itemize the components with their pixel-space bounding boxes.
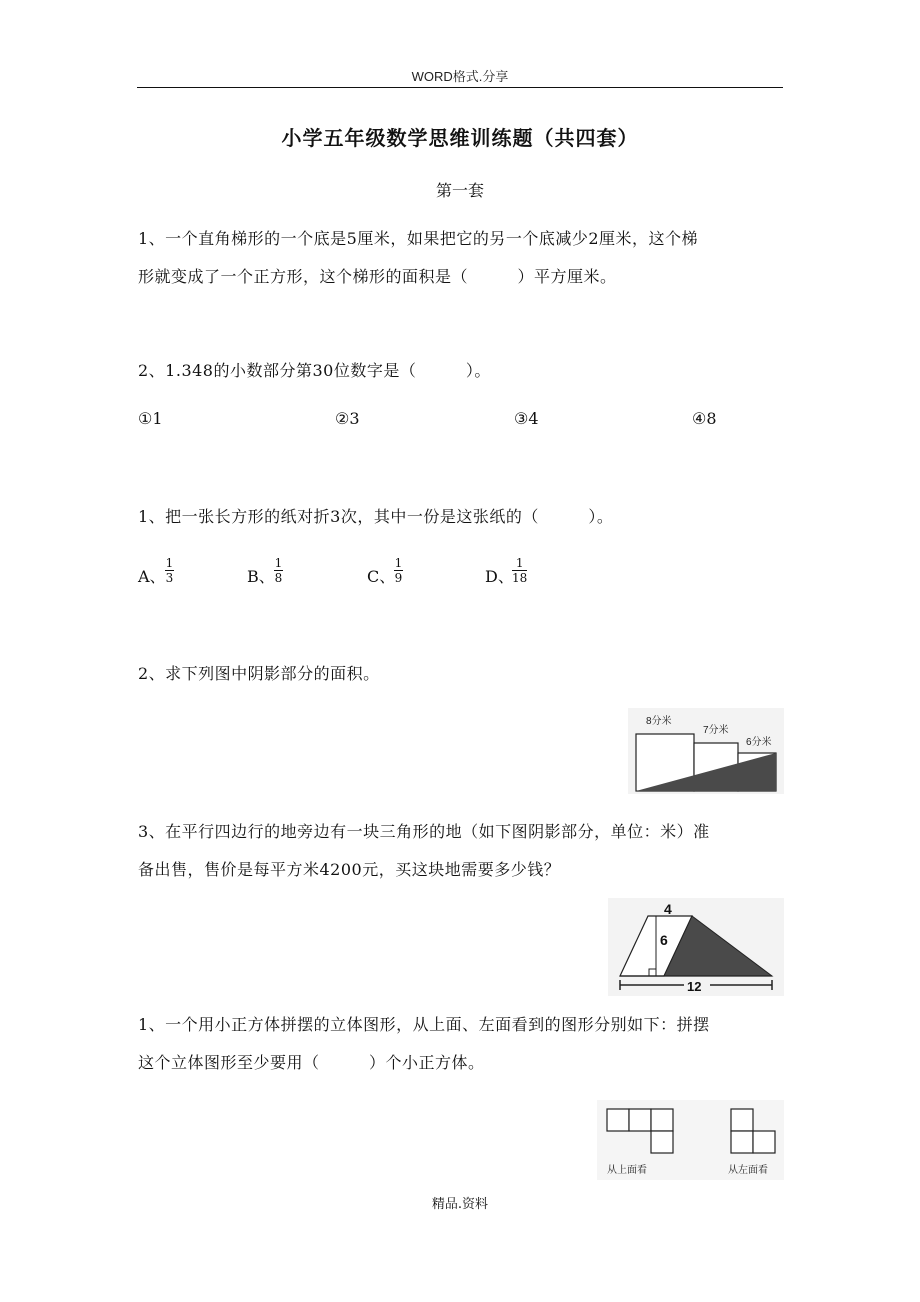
question-line: 1、一个直角梯形的一个底是5厘米，如果把它的另一个底减少2厘米，这个梯 — [138, 229, 699, 248]
question-line: 3、在平行四边行的地旁边有一块三角形的地（如下图阴影部分，单位：米）准 — [138, 822, 710, 841]
label-base-12: 12 — [687, 979, 702, 994]
question-line: 形就变成了一个正方形，这个梯形的面积是（ ）平方厘米。 — [138, 267, 617, 286]
cube-views-figure — [597, 1100, 784, 1180]
cube-square — [731, 1131, 753, 1153]
label-height-6: 6 — [660, 932, 668, 948]
option-prefix: B、 — [247, 567, 275, 586]
option-1: ①1 — [138, 409, 163, 428]
option-prefix: C、 — [367, 567, 396, 586]
fraction-denominator: 9 — [394, 571, 403, 585]
cube-square — [651, 1109, 673, 1131]
question-line: 备出售，售价是每平方米4200元，买这块地需要多少钱？ — [138, 860, 561, 879]
parallelogram-triangle-figure — [608, 898, 784, 996]
label-top-4: 4 — [664, 901, 672, 917]
question-trapezoid — [138, 220, 784, 296]
cube-square — [753, 1131, 775, 1153]
question-paper-fold: 1、把一张长方形的纸对折3次，其中一份是这张纸的（ ）。 — [138, 507, 614, 526]
fraction-denominator: 8 — [274, 571, 283, 585]
fraction-numerator: 1 — [394, 556, 403, 570]
label-7dm: 7分米 — [703, 725, 729, 736]
caption-left-view: 从左面看 — [728, 1165, 768, 1176]
question-shaded-area: 2、求下列图中阴影部分的面积。 — [138, 664, 380, 683]
fraction — [512, 556, 527, 585]
question-line: 1、一个用小正方体拼摆的立体图形，从上面、左面看到的图形分别如下：拼摆 — [138, 1015, 710, 1034]
question-decimal-digit: 2、1.348的小数部分第30位数字是（ ）。 — [138, 361, 491, 380]
label-6dm: 6分米 — [746, 737, 772, 748]
fraction-denominator: 3 — [165, 571, 174, 585]
page-footer: 精品.资料 — [431, 1197, 489, 1212]
fraction — [165, 556, 174, 585]
question-land-price — [138, 813, 784, 889]
question-cube-count — [138, 1006, 784, 1082]
label-8dm: 8分米 — [646, 716, 672, 727]
fraction — [274, 556, 283, 585]
squares-shaded-figure — [628, 708, 784, 794]
option-prefix: A、 — [138, 567, 166, 586]
option-2: ②3 — [335, 409, 360, 428]
option-d — [485, 564, 514, 587]
fraction-numerator: 1 — [515, 556, 524, 570]
option-a — [138, 564, 166, 587]
fraction-numerator: 1 — [165, 556, 174, 570]
option-prefix: D、 — [485, 567, 514, 586]
fraction — [394, 556, 403, 585]
cube-square — [731, 1109, 753, 1131]
fraction-denominator: 18 — [512, 571, 528, 585]
section-title: 第一套 — [435, 181, 484, 200]
option-4: ④8 — [692, 409, 717, 428]
option-3: ③4 — [514, 409, 539, 428]
header-divider — [137, 87, 783, 88]
option-b — [247, 564, 275, 587]
fraction-numerator: 1 — [274, 556, 283, 570]
cube-square — [629, 1109, 651, 1131]
page-header: WORD格式.分享 — [411, 69, 509, 84]
cube-square — [607, 1109, 629, 1131]
question-line: 这个立体图形至少要用（ ）个小正方体。 — [138, 1053, 485, 1072]
document-title: 小学五年级数学思维训练题（共四套） — [281, 126, 639, 150]
option-c — [367, 564, 395, 587]
cube-square — [651, 1131, 673, 1153]
caption-top-view: 从上面看 — [607, 1165, 647, 1176]
